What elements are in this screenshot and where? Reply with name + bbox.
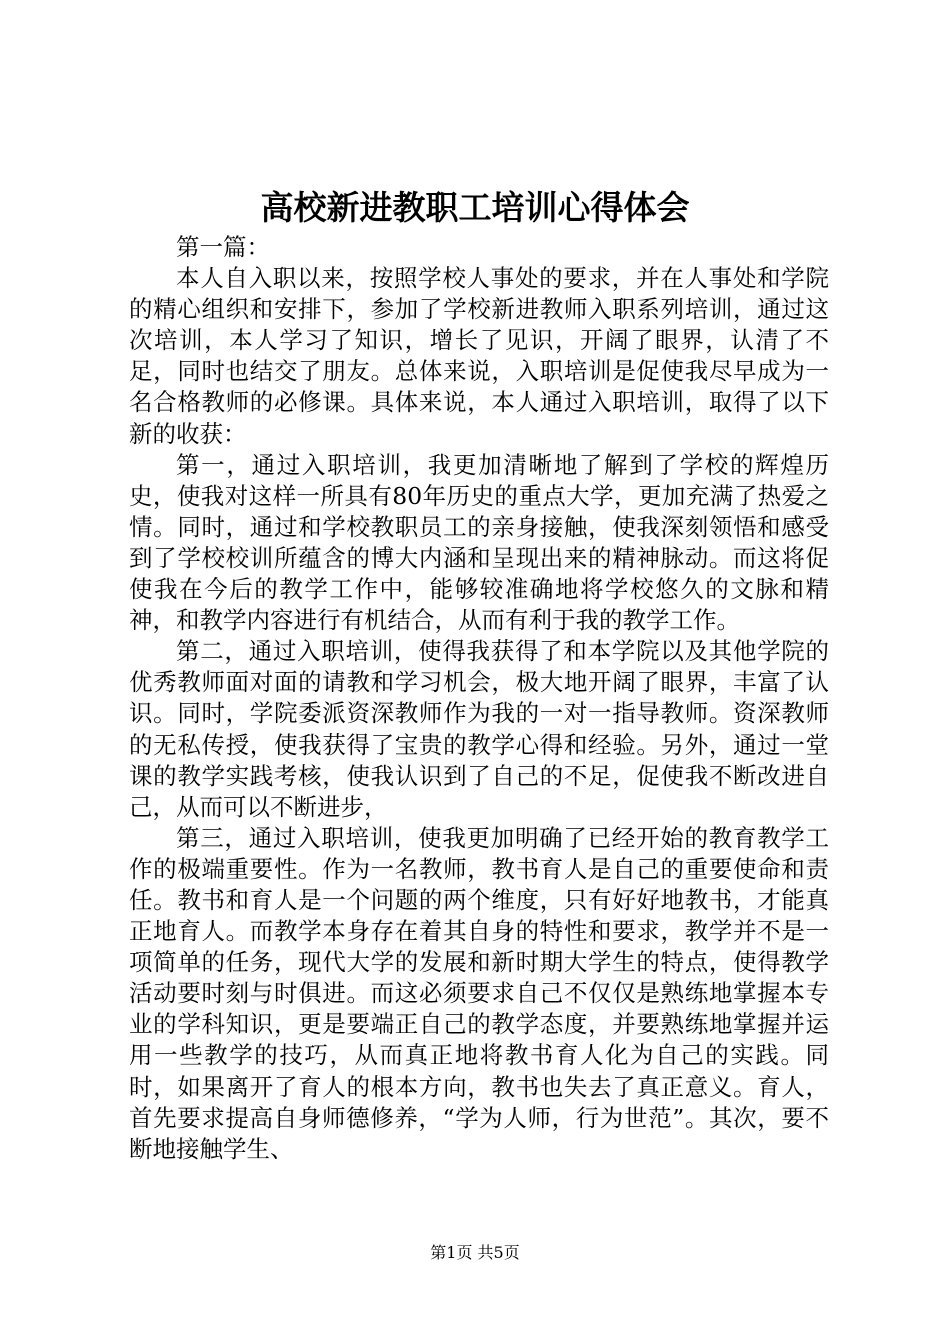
document-title: 高校新进教职工培训心得体会 (260, 188, 690, 227)
paragraph-second: 第二，通过入职培训，使得我获得了和本学院以及其他学院的优秀教师面对面的请教和学习机会，极大地开阔了眼界，丰富了认识。同时，学院委派资深教师作为我的一对一指导教师。资深教师的无私传授，使我获得了宝贵的教学心得和经验。另外，通过一堂课的教学实践考核，使我认识到了自己的不足，促使我不断改进自己，从而可以不断进步， (129, 637, 829, 821)
paragraph-first: 第一，通过入职培训，我更加清晰地了解到了学校的辉煌历史，使我对这样一所具有80年历史的重点大学，更加充满了热爱之情。同时，通过和学校教职员工的亲身接触，使我深刻领悟和感受到了学校校训所蕴含的博大内涵和呈现出来的精神脉动。而这将促使我在今后的教学工作中，能够较准确地将学校悠久的文脉和精神，和教学内容进行有机结合，从而有利于我的教学工作。 (129, 450, 829, 635)
paragraph-third: 第三，通过入职培训，使我更加明确了已经开始的教育教学工作的极端重要性。作为一名教师，教书育人是自己的重要使命和责任。教书和育人是一个问题的两个维度，只有好好地教书，才能真正地育人。而教学本身存在着其自身的特性和要求，教学并不是一项简单的任务，现代大学的发展和新时期大学生的特点，使得教学活动要时刻与时俱进。而这必须要求自己不仅仅是熟练地掌握本专业的学科知识，更是要端正自己的教学态度，并要熟练地掌握并运用一些教学的技巧，从而真正地将教书育人化为自己的实践。同时，如果离开了育人的根本方向，教书也失去了真正意义。育人，首先要求提高自身师德修养，“学为人师，行为世范”。其次，要不断地接触学生、 (129, 823, 829, 1163)
document-body (129, 232, 829, 1165)
paragraph-intro: 本人自入职以来，按照学校人事处的要求，并在人事处和学院的精心组织和安排下，参加了学校新进教师入职系列培训，通过这次培训，本人学习了知识，增长了见识，开阔了眼界，认清了不足，同时也结交了朋友。总体来说，入职培训是促使我尽早成为一名合格教师的必修课。具体来说，本人通过入职培训，取得了以下新的收获： (129, 264, 829, 448)
page-footer: 第1页 共5页 (430, 1243, 520, 1262)
section-heading: 第一篇： (176, 233, 270, 261)
